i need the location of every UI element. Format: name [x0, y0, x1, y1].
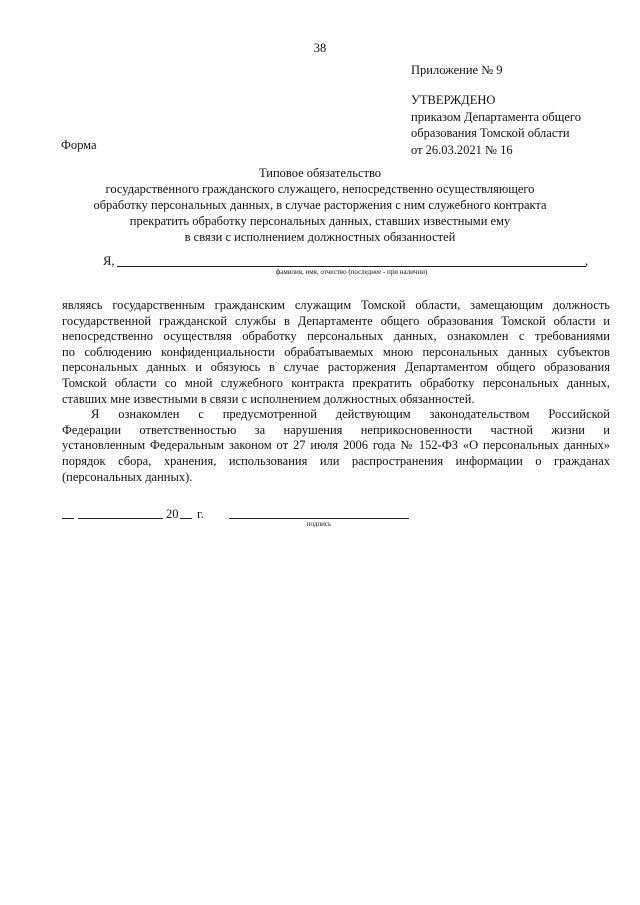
signer-suffix: , [585, 254, 589, 268]
full-name-caption: фамилия, имя, отчество (последнее - при наличии) [275, 268, 428, 276]
approval-line-3: от 26.03.2021 № 16 [411, 142, 513, 157]
title-line-2: государственного гражданского служащего, непосредственно осуществляющего [105, 182, 535, 196]
signer-prefix: Я, [103, 254, 115, 268]
appendix-label: Приложение № 9 [411, 63, 503, 77]
paragraph-1 [62, 298, 610, 407]
title-line-1: Типовое обязательство [258, 166, 382, 180]
paragraph-1-line: Томской области со мной служебного контракта прекратить обработку персональных данных, [62, 375, 610, 390]
obligation-text [62, 298, 610, 485]
form-label: Форма [61, 138, 97, 152]
title-line-5: в связи с исполнением должностных обязанностей [184, 230, 456, 244]
paragraph-1-line: являясь государственным гражданским служащим Томской области, замещающим должность [62, 298, 610, 312]
paragraph-2-line: порядок сбора, хранения, использования или распространения информации о гражданах [62, 453, 610, 468]
paragraph-1-line: по соблюдению конфиденциальности обрабатываемых мною персональных данных субъектов [62, 344, 610, 359]
approval-heading: УТВЕРЖДЕНО [411, 93, 496, 107]
date-day-field[interactable] [62, 518, 74, 519]
approval-block [411, 92, 581, 158]
date-year-suffix: г. [197, 507, 204, 521]
paragraph-2-line: установленным Федеральным законом от 27 июля 2006 года № 152-ФЗ «О персональных данных» [62, 438, 610, 453]
paragraph-2-line: Я ознакомлен с предусмотренной действующим законодательством Российской [91, 407, 610, 422]
approval-line-1: приказом Департамента общего [411, 109, 581, 124]
approval-line-2: образования Томской области [411, 126, 570, 140]
full-name-field[interactable] [117, 266, 586, 267]
paragraph-2-line: (персональных данных). [62, 469, 193, 484]
signature-field[interactable] [229, 518, 409, 519]
date-year-field[interactable] [180, 518, 192, 519]
title-line-3: обработку персональных данных, в случае расторжения с ним служебного контракта [93, 198, 547, 212]
paragraph-1-line: ставших мне известными в связи с исполнением должностных обязанностей. [62, 391, 475, 406]
paragraph-2 [62, 407, 610, 485]
date-month-field[interactable] [78, 518, 163, 519]
paragraph-1-line: непосредственно осуществляя обработку персональных данных, ознакомлен с требованиями [62, 329, 610, 344]
paragraph-1-line: государственной гражданской службы в Департаменте общего образования Томской области и [62, 313, 610, 328]
date-year-prefix: 20 [166, 507, 179, 521]
page-number: 38 [313, 41, 327, 55]
paragraph-1-line: персональных данных и обязуюсь в случае расторжения Департаментом общего образования [62, 360, 610, 375]
document-title [0, 165, 640, 245]
signature-caption: подпись [306, 520, 332, 528]
paragraph-2-line: Федерации ответственностью за нарушения неприкосновенности частной жизни и [62, 422, 610, 437]
title-line-4: прекратить обработку персональных данных, ставших известными ему [129, 214, 511, 228]
